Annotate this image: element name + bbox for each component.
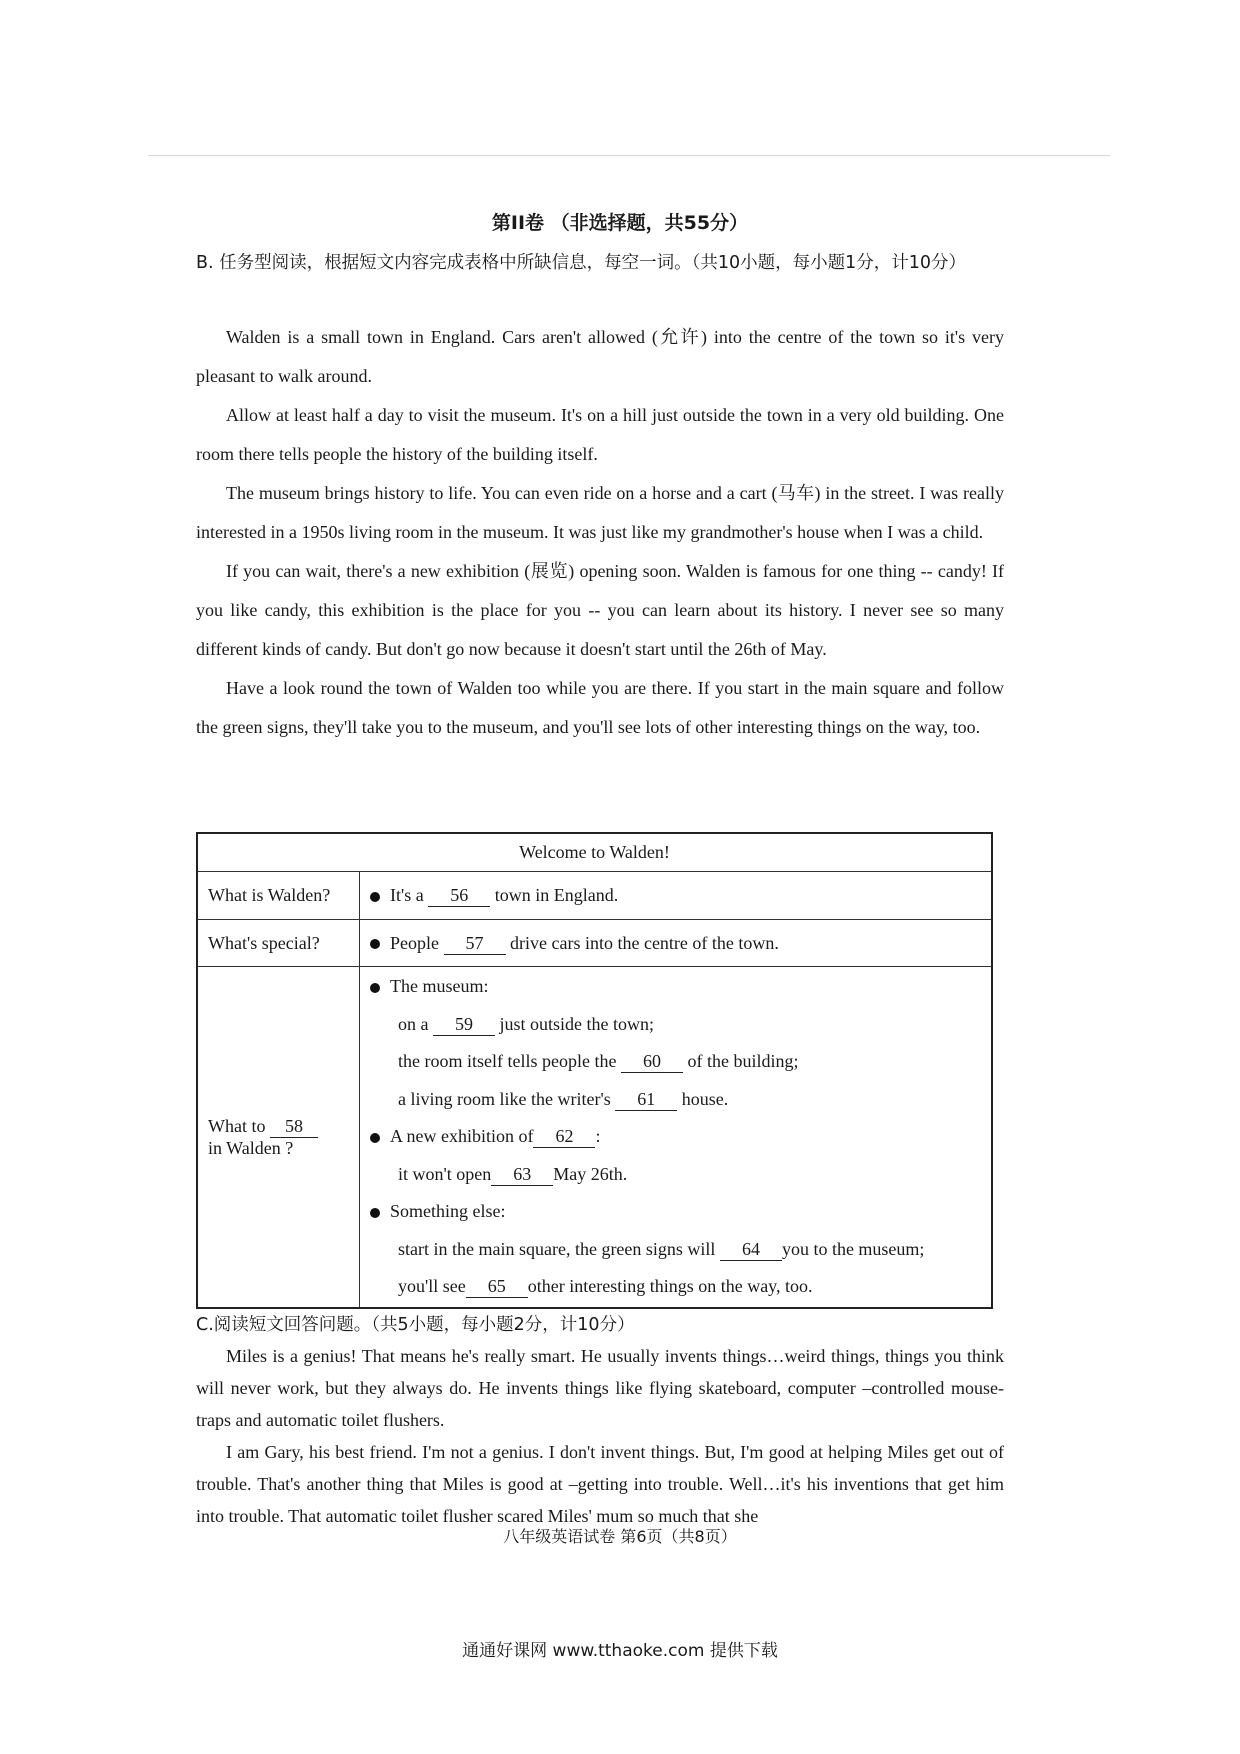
part-b-passage bbox=[196, 318, 1004, 747]
paragraph: The museum brings history to life. You can even ride on a horse and a cart (马车) in the street. I was really interested in a 1950s living room in the museum. It was just like my grandmother's house when I was a child. bbox=[196, 483, 1004, 542]
download-credit: 通通好课网 www.tthaoke.com 提供下载 bbox=[462, 1641, 778, 1661]
part-c-instruction: C.阅读短文回答问题。（共5小题，每小题2分，计10分） bbox=[196, 1315, 635, 1335]
bullet-icon bbox=[370, 892, 380, 902]
row-question: What's special? bbox=[197, 920, 360, 967]
part-b-instruction: B. 任务型阅读，根据短文内容完成表格中所缺信息，每空一词。（共10小题，每小题1分，计10分） bbox=[196, 253, 967, 273]
list-item: a living room like the writer's 61 house. bbox=[398, 1088, 729, 1109]
page-top-divider bbox=[148, 155, 1110, 156]
bullet-icon bbox=[370, 983, 380, 993]
row-answer: It's a 56 town in England. bbox=[360, 872, 993, 920]
answer-blank-65[interactable]: 65 bbox=[466, 1275, 528, 1298]
table-row bbox=[197, 872, 992, 920]
paragraph: Miles is a genius! That means he's really smart. He usually invents things…weird things, things you think will never work, but they always do. He invents things like flying skateboard, computer –controlled mouse-traps and automatic toilet flushers. bbox=[196, 1346, 1004, 1430]
paragraph: Walden is a small town in England. Cars aren't allowed (允许) into the centre of the town so it's very pleasant to walk around. bbox=[196, 327, 1004, 386]
list-item: start in the main square, the green signs will 64 you to the museum; bbox=[398, 1238, 925, 1259]
paragraph: If you can wait, there's a new exhibition (展览) opening soon. Walden is famous for one thing -- candy! If you like candy, this exhibition is the place for you -- you can learn about its history. I never see so many different kinds of candy. But don't go now because it doesn't start until the 26th of May. bbox=[196, 561, 1004, 659]
bullet-icon bbox=[370, 939, 380, 949]
table-row bbox=[197, 967, 992, 1309]
answer-blank-57[interactable]: 57 bbox=[444, 932, 506, 955]
answer-blank-56[interactable]: 56 bbox=[428, 884, 490, 907]
row-answer bbox=[360, 967, 993, 1309]
list-item: A new exhibition of 62 : bbox=[370, 1118, 981, 1156]
section-title: 第II卷 （非选择题，共55分） bbox=[491, 212, 749, 234]
paragraph: Allow at least half a day to visit the museum. It's on a hill just outside the town in a very old building. One room there tells people the history of the building itself. bbox=[196, 405, 1004, 464]
row-question: What is Walden? bbox=[197, 872, 360, 920]
part-c-passage bbox=[196, 1340, 1004, 1532]
answer-blank-58[interactable]: 58 bbox=[270, 1115, 318, 1138]
table-header: Welcome to Walden! bbox=[197, 833, 992, 872]
table-row bbox=[197, 920, 992, 967]
answer-blank-62[interactable]: 62 bbox=[533, 1125, 595, 1148]
list-item: The museum: bbox=[370, 968, 981, 1006]
list-item: the room itself tells people the 60 of the building; bbox=[398, 1051, 799, 1072]
bullet-icon bbox=[370, 1133, 380, 1143]
page-footer: 八年级英语试卷 第6页（共8页） bbox=[503, 1527, 737, 1546]
answer-blank-61[interactable]: 61 bbox=[615, 1088, 677, 1111]
list-item: it won't open 63 May 26th. bbox=[398, 1163, 628, 1184]
bullet-icon bbox=[370, 1208, 380, 1218]
paragraph: Have a look round the town of Walden too while you are there. If you start in the main square and follow the green signs, they'll take you to the museum, and you'll see lots of other interesting things on the way, too. bbox=[196, 678, 1004, 737]
answer-blank-64[interactable]: 64 bbox=[720, 1238, 782, 1261]
paragraph: I am Gary, his best friend. I'm not a genius. I don't invent things. But, I'm good at helping Miles get out of trouble. That's another thing that Miles is good at –getting into trouble. Well…it's his inventions that get him into trouble. That automatic toilet flusher scared Miles' mum so much that she bbox=[196, 1442, 1004, 1526]
answer-blank-63[interactable]: 63 bbox=[491, 1163, 553, 1186]
list-item: you'll see 65 other interesting things on the way, too. bbox=[398, 1276, 813, 1297]
row-answer: People 57 drive cars into the centre of the town. bbox=[360, 920, 993, 967]
list-item: on a 59 just outside the town; bbox=[398, 1013, 654, 1034]
answer-blank-60[interactable]: 60 bbox=[621, 1050, 683, 1073]
list-item: Something else: bbox=[370, 1193, 981, 1231]
answer-blank-59[interactable]: 59 bbox=[433, 1013, 495, 1036]
info-table bbox=[196, 832, 993, 1309]
row-question: What to 58 in Walden ? bbox=[197, 967, 360, 1309]
